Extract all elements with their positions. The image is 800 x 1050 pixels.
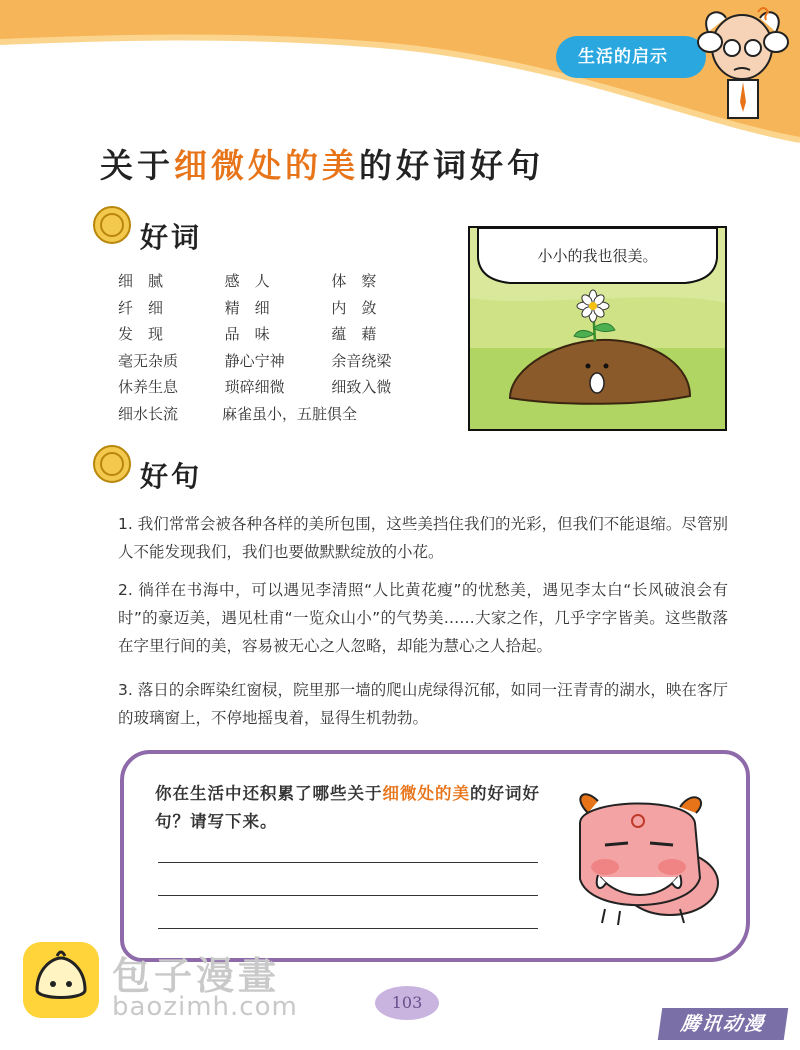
word: 纤 细 <box>118 298 164 317</box>
word: 蕴 藉 <box>331 325 377 343</box>
word: 内 敛 <box>331 298 377 317</box>
answer-line-1[interactable] <box>158 862 538 863</box>
word: 毫无杂质 <box>118 351 179 370</box>
watermark-logo <box>23 942 99 1018</box>
sentence-item: 2. 徜徉在书海中，可以遇见李清照“人比黄花瘦”的忧愁美，遇见李太白“长风破浪会有时”的豪迈美，遇见杜甫“一览众山小”的气势美……大家之作，几乎字字皆美。这些散落在字里行间的美，容易被无心之人忽略，却能为慧心之人拾起。 <box>118 581 728 655</box>
exercise-prefix: 你在生活中还积累了哪些关于 <box>155 784 383 803</box>
title-suffix: 的好词好句 <box>359 146 544 185</box>
word: 细水长流 <box>118 404 179 423</box>
exercise-prompt <box>155 780 555 836</box>
words-heading: 好词 <box>140 221 203 254</box>
professor-mascot <box>690 2 800 122</box>
bun-icon <box>23 942 99 1018</box>
word: 品 味 <box>224 325 270 343</box>
watermark-name: 包子漫畫 <box>112 954 281 998</box>
header-wave <box>0 0 800 160</box>
comic-panel <box>468 226 727 431</box>
word: 精 细 <box>224 298 270 317</box>
page-title <box>100 140 544 187</box>
coin-icon <box>92 444 132 484</box>
word: 琐碎细微 <box>224 378 285 396</box>
sentence-item: 3. 落日的余晖染红窗棂，院里那一墙的爬山虎绿得沉郁，如同一汪青青的湖水，映在客厅的玻璃窗上，不停地摇曳着，显得生机勃勃。 <box>118 681 728 727</box>
word: 发 现 <box>118 325 164 343</box>
title-prefix: 关于 <box>100 146 174 185</box>
word: 细 腻 <box>118 272 164 290</box>
section-tag: 生活的启示 <box>556 36 706 78</box>
corner-watermark: 腾讯动漫 <box>658 1008 788 1040</box>
words-heading-wrap <box>140 216 202 256</box>
word: 余音绕梁 <box>331 351 392 370</box>
answer-line-3[interactable] <box>158 928 538 929</box>
word: 体 察 <box>331 272 377 290</box>
answer-line-2[interactable] <box>158 895 538 896</box>
exercise-highlight: 细微处的美 <box>382 784 470 803</box>
words-list <box>118 270 438 429</box>
words-row <box>118 403 438 430</box>
sentence-item: 1. 我们常常会被各种各样的美所包围，这些美挡住我们的光彩，但我们不能退缩。尽管别人不能发现我们，我们也要做默默绽放的小花。 <box>118 515 728 561</box>
exercise-suffix: 的好词好句？请写下来。 <box>155 784 540 831</box>
word: 感 人 <box>224 272 270 290</box>
coin-icon <box>92 205 132 245</box>
word: 休养生息 <box>118 378 179 396</box>
speech-bubble-text: 小小的我也很美。 <box>537 247 658 265</box>
words-row <box>118 297 438 324</box>
words-row <box>118 350 438 377</box>
words-row <box>118 323 438 350</box>
words-row <box>118 376 438 403</box>
word <box>334 403 438 430</box>
word: 细致入微 <box>331 378 392 396</box>
sentences-heading: 好句 <box>140 460 203 493</box>
title-highlight: 细微处的美 <box>174 146 359 185</box>
word: 静心宁神 <box>224 351 285 370</box>
watermark-url: baozimh.com <box>112 992 298 1022</box>
page-number: 103 <box>375 986 439 1020</box>
sentences-heading-wrap <box>140 455 202 495</box>
word: 麻雀虽小，五脏俱全 <box>222 404 358 423</box>
pink-monster-mascot <box>560 783 725 933</box>
words-row <box>118 270 438 297</box>
